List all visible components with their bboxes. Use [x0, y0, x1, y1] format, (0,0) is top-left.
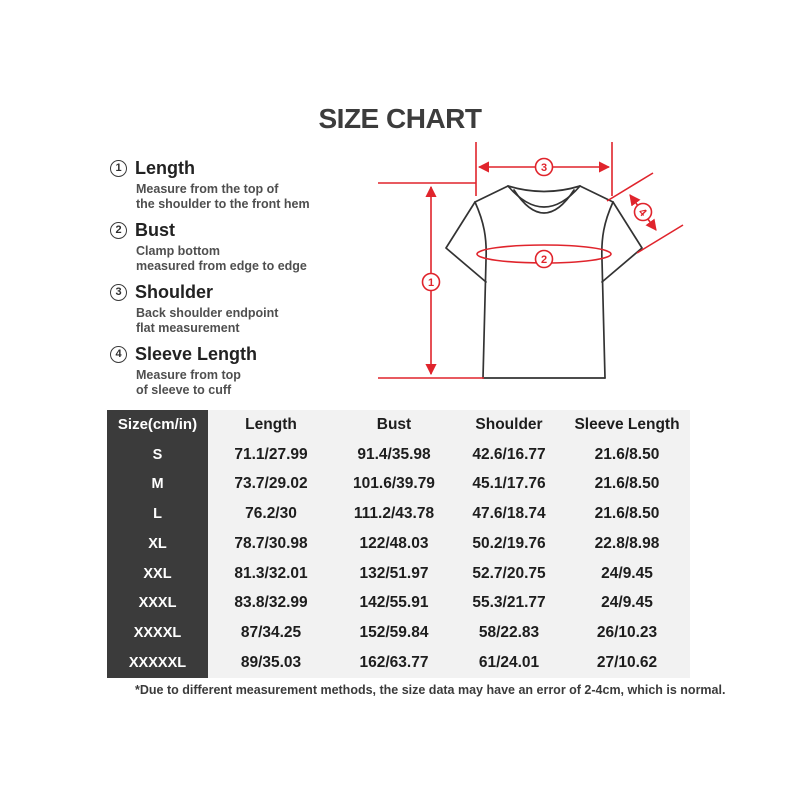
instruction-desc [136, 306, 360, 335]
col-header-size: Size(cm/in) [107, 410, 208, 440]
size-label: XXXL [107, 589, 208, 619]
size-label: XXXXXL [107, 648, 208, 678]
size-label: XL [107, 529, 208, 559]
tshirt-right-side [602, 202, 613, 378]
tshirt-left-side [475, 202, 486, 378]
value-cell: 21.6/8.50 [564, 499, 690, 529]
instruction-desc [136, 368, 360, 397]
size-label: M [107, 470, 208, 500]
value-cell: 42.6/16.77 [454, 440, 564, 470]
measurement-note: *Due to different measurement methods, the size data may have an error of 2-4cm, which is normal. [135, 683, 726, 697]
value-cell: 101.6/39.79 [334, 470, 454, 500]
value-cell: 24/9.45 [564, 559, 690, 589]
value-cell: 122/48.03 [334, 529, 454, 559]
value-cell: 21.6/8.50 [564, 470, 690, 500]
tshirt-measurement-diagram [370, 130, 690, 410]
value-cell: 89/35.03 [208, 648, 334, 678]
size-label: XXL [107, 559, 208, 589]
instruction-heading: Length [135, 157, 195, 178]
circled-2-icon: 2 [110, 222, 127, 239]
instruction-shoulder [110, 281, 360, 335]
tshirt-back-neck [508, 186, 580, 192]
value-cell: 142/55.91 [334, 589, 454, 619]
col-header-sleeve-length: Sleeve Length [564, 410, 690, 440]
size-label: XXXXL [107, 618, 208, 648]
value-cell: 81.3/32.01 [208, 559, 334, 589]
tshirt-collar-inner [514, 190, 574, 213]
instruction-sleeve-length [110, 343, 360, 397]
size-table [107, 410, 690, 678]
value-cell: 50.2/19.76 [454, 529, 564, 559]
value-cell: 61/24.01 [454, 648, 564, 678]
instructions-list [110, 157, 360, 405]
instruction-heading: Shoulder [135, 281, 214, 302]
value-cell: 87/34.25 [208, 618, 334, 648]
value-cell: 83.8/32.99 [208, 589, 334, 619]
value-cell: 76.2/30 [208, 499, 334, 529]
value-cell: 47.6/18.74 [454, 499, 564, 529]
instruction-heading: Bust [135, 219, 175, 240]
instruction-desc [136, 182, 360, 211]
value-cell: 152/59.84 [334, 618, 454, 648]
value-cell: 55.3/21.77 [454, 589, 564, 619]
value-cell: 22.8/8.98 [564, 529, 690, 559]
value-cell: 162/63.77 [334, 648, 454, 678]
circled-1-icon: 1 [110, 160, 127, 177]
diagram-label-3: 3 [540, 162, 548, 174]
instruction-desc-line: measured from edge to edge [136, 258, 307, 273]
diagram-label-2: 2 [540, 254, 548, 266]
diagram-label-4: 4 [635, 206, 649, 220]
value-cell: 91.4/35.98 [334, 440, 454, 470]
instruction-length [110, 157, 360, 211]
value-cell: 45.1/17.76 [454, 470, 564, 500]
instruction-heading: Sleeve Length [135, 343, 258, 364]
value-cell: 24/9.45 [564, 589, 690, 619]
tshirt-outline [446, 186, 642, 378]
tshirt-shoulder-seams [475, 186, 613, 202]
instruction-desc-line: flat measurement [136, 320, 240, 335]
size-label: S [107, 440, 208, 470]
instruction-desc-line: Clamp bottom [136, 244, 221, 258]
instruction-bust [110, 219, 360, 273]
col-header-bust: Bust [334, 410, 454, 440]
col-header-length: Length [208, 410, 334, 440]
value-cell: 58/22.83 [454, 618, 564, 648]
circled-4-icon: 4 [110, 346, 127, 363]
value-cell: 21.6/8.50 [564, 440, 690, 470]
instruction-desc-line: Measure from the top of [136, 182, 279, 196]
instruction-desc-line: Measure from top [136, 368, 241, 382]
page-title: SIZE CHART [318, 103, 482, 134]
instruction-desc [136, 244, 360, 273]
col-header-shoulder: Shoulder [454, 410, 564, 440]
value-cell: 78.7/30.98 [208, 529, 334, 559]
instruction-desc-line: of sleeve to cuff [136, 382, 232, 397]
value-cell: 111.2/43.78 [334, 499, 454, 529]
instruction-desc-line: the shoulder to the front hem [136, 196, 310, 211]
value-cell: 71.1/27.99 [208, 440, 334, 470]
diagram-label-1: 1 [427, 277, 435, 289]
value-cell: 26/10.23 [564, 618, 690, 648]
value-cell: 52.7/20.75 [454, 559, 564, 589]
circled-3-icon: 3 [110, 284, 127, 301]
value-cell: 27/10.62 [564, 648, 690, 678]
value-cell: 132/51.97 [334, 559, 454, 589]
value-cell: 73.7/29.02 [208, 470, 334, 500]
size-label: L [107, 499, 208, 529]
instruction-desc-line: Back shoulder endpoint [136, 306, 279, 320]
